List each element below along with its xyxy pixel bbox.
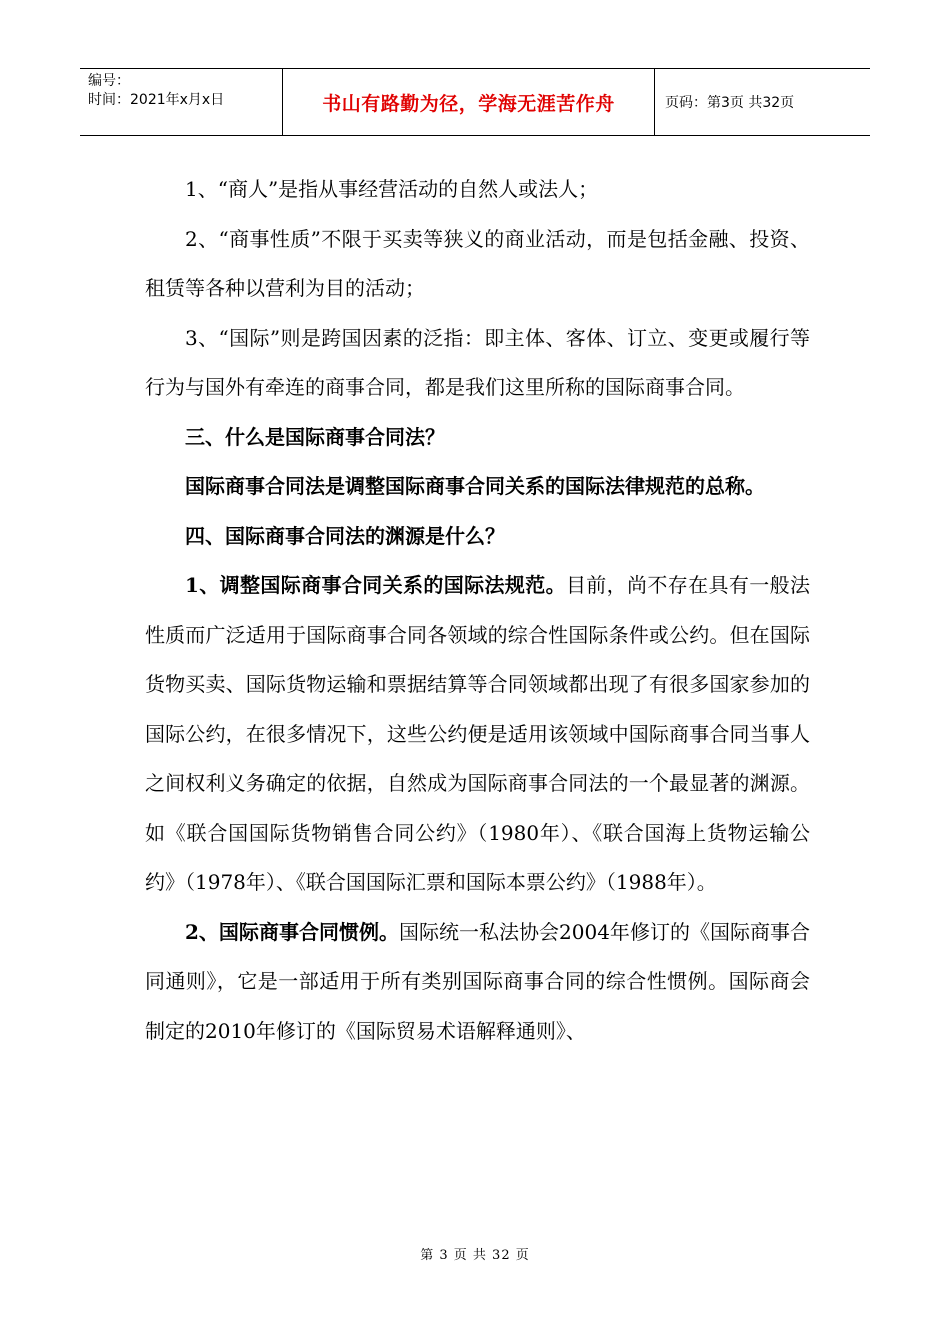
header-motto: 书山有路勤为径，学海无涯苦作舟 bbox=[283, 69, 655, 135]
paragraph-sources-customs-lead: 2、国际商事合同惯例。 bbox=[185, 919, 399, 944]
serial-label: 编号： bbox=[88, 73, 130, 89]
heading-section-three: 三、什么是国际商事合同法？ bbox=[185, 424, 445, 449]
paragraph-sources-conventions-lead: 1、调整国际商事合同关系的国际法规范。 bbox=[185, 573, 566, 597]
paragraph-sources-customs bbox=[145, 908, 810, 1057]
header-page-info: 页码：第3页 共32页 bbox=[665, 95, 795, 111]
paragraph-sources-customs-text: 国际统一私法协会2004年修订的《国际商事合同通则》，它是一部适用于所有类别国际商事合同的综合性惯例。国际商会制定的2010年修订的《国际贸易术语解释通则》、 bbox=[145, 919, 810, 1043]
header-meta bbox=[80, 69, 283, 135]
document-header bbox=[80, 68, 870, 136]
paragraph-sources-conventions-text: 目前，尚不存在具有一般法性质而广泛适用于国际商事合同各领域的综合性国际条件或公约。但在国际货物买卖、国际货物运输和票据结算等合同领域都出现了有很多国家参加的国际公约，在很多情况下，这些公约便是适用该领域中国际商事合同当事人之间权利义务确定的依据，自然成为国际商事合同法的一个最显著的渊源。如《联合国国际货物销售合同公约》（1980年）、《联合国海上货物运输公约》（1978年）、《联合国国际汇票和国际本票公约》（1988年）。 bbox=[145, 573, 810, 894]
paragraph-sources-conventions bbox=[145, 561, 810, 908]
paragraph-international: 3、“国际”则是跨国因素的泛指：即主体、客体、订立、变更或履行等行为与国外有牵连的商事合同，都是我们这里所称的国际商事合同。 bbox=[145, 325, 810, 399]
paragraph-merchant: 1、“商人”是指从事经营活动的自然人或法人； bbox=[185, 177, 599, 201]
document-body bbox=[145, 165, 810, 1056]
paragraph-definition: 国际商事合同法是调整国际商事合同关系的国际法律规范的总称。 bbox=[185, 474, 765, 498]
time-label: 时间：2021年x月x日 bbox=[88, 92, 225, 108]
page-footer: 第 3 页 共 32 页 bbox=[420, 1248, 530, 1263]
heading-section-four: 四、国际商事合同法的渊源是什么？ bbox=[185, 523, 505, 548]
paragraph-commercial-nature: 2、“商事性质”不限于买卖等狭义的商业活动，而是包括金融、投资、租赁等各种以营利为目的活动； bbox=[145, 226, 810, 300]
